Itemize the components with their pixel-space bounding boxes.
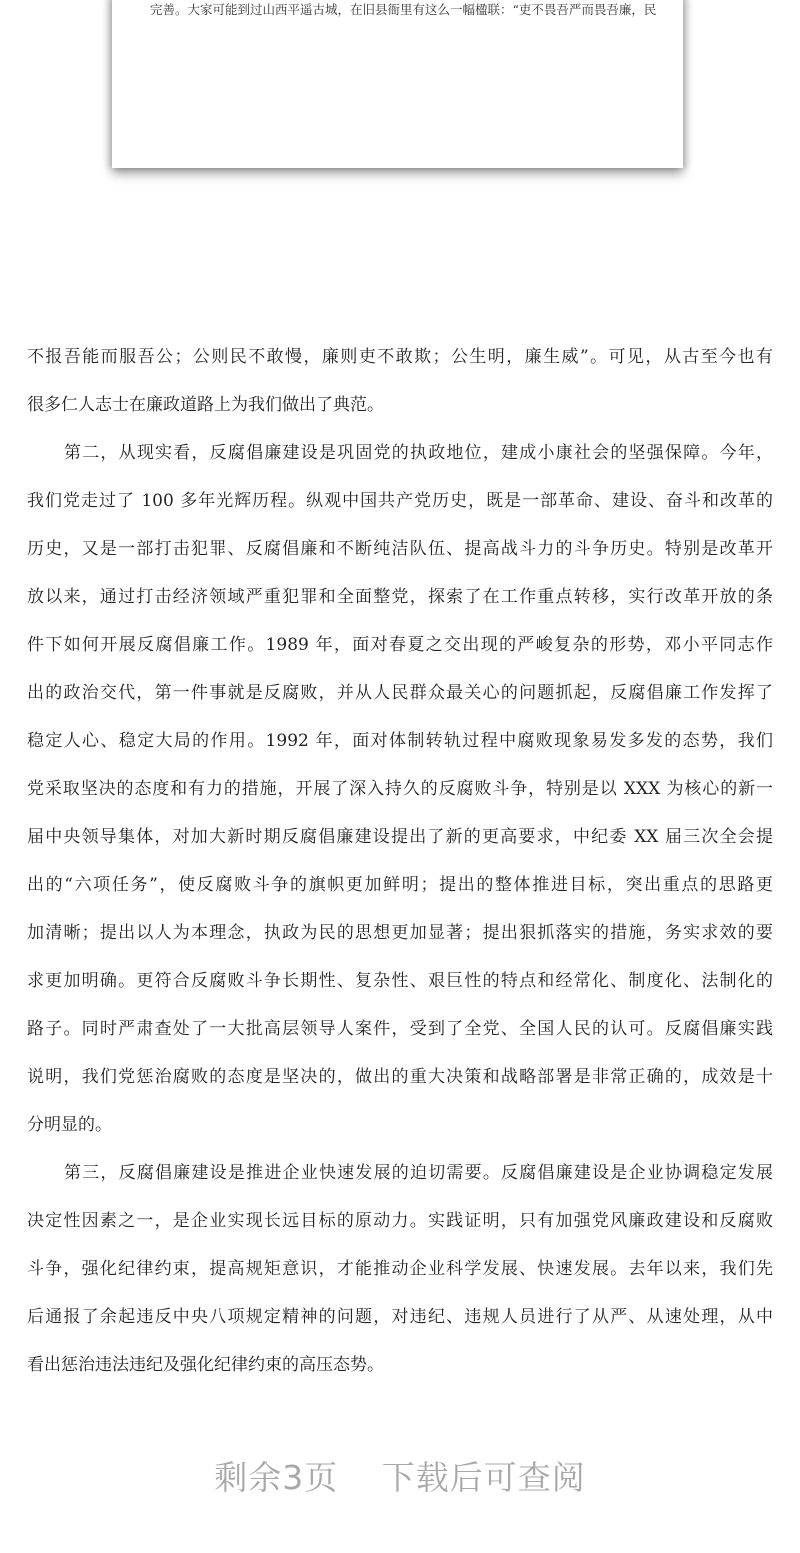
- body-text-line: 稳定人心、稳定大局的作用。1992 年，面对体制转轨过程中腐败现象易发多发的态势，我们: [27, 731, 773, 751]
- download-prompt-banner[interactable]: [0, 1452, 800, 1499]
- body-text-line: 求更加明确。更符合反腐败斗争长期性、复杂性、艰巨性的特点和经常化、制度化、法制化的: [27, 971, 773, 991]
- body-text-line: 斗争，强化纪律约束，提高规矩意识，才能推动企业科学发展、快速发展。去年以来，我们先: [27, 1259, 773, 1279]
- remaining-pages-label: 剩余3页: [214, 1458, 339, 1497]
- body-text-line: 放以来，通过打击经济领域严重犯罪和全面整党，探索了在工作重点转移，实行改革开放的条: [27, 587, 773, 607]
- body-text-line: 我们党走过了 100 多年光辉历程。纵观中国共产党历史，既是一部革命、建设、奋斗和改革的: [27, 491, 773, 511]
- body-text-line: 件下如何开展反腐倡廉工作。1989 年，面对春夏之交出现的严峻复杂的形势，邓小平同志作: [27, 635, 773, 655]
- body-text-line: 届中央领导集体，对加大新时期反腐倡廉建设提出了新的更高要求，中纪委 XX 届三次全会提: [27, 827, 773, 847]
- body-text-line: 后通报了余起违反中央八项规定精神的问题，对违纪、违规人员进行了从严、从速处理，从中: [27, 1307, 773, 1327]
- body-text-line: 分明显的。: [27, 1115, 112, 1135]
- body-text-line: 第三，反腐倡廉建设是推进企业快速发展的迫切需要。反腐倡廉建设是企业协调稳定发展: [64, 1163, 773, 1183]
- body-text-line: 不报吾能而服吾公；公则民不敢慢，廉则吏不敢欺；公生明，廉生威”。可见，从古至今也有: [27, 347, 773, 367]
- body-text-line: 很多仁人志士在廉政道路上为我们做出了典范。: [27, 395, 384, 415]
- download-to-view-label[interactable]: 下载后可查阅: [381, 1458, 586, 1497]
- body-text-line: 加清晰；提出以人为本理念，执政为民的思想更加显著；提出狠抓落实的措施，务实求效的要: [27, 923, 773, 943]
- body-text-line: 路子。同时严肃查处了一大批高层领导人案件，受到了全党、全国人民的认可。反腐倡廉实践: [27, 1019, 773, 1039]
- body-text-line: 决定性因素之一，是企业实现长远目标的原动力。实践证明，只有加强党风廉政建设和反腐败: [27, 1211, 773, 1231]
- body-text-line: 说明，我们党惩治腐败的态度是坚决的，做出的重大决策和战略部署是非常正确的，成效是十: [27, 1067, 773, 1087]
- body-text-line: 出的“六项任务”，使反腐败斗争的旗帜更加鲜明；提出的整体推进目标，突出重点的思路更: [27, 875, 773, 895]
- body-text-line: 历史，又是一部打击犯罪、反腐倡廉和不断纯洁队伍、提高战斗力的斗争历史。特别是改革开: [27, 539, 773, 559]
- preview-text-line: 完善。大家可能到过山西平遥古城，在旧县衙里有这么一幅楹联：“吏不畏吾严而畏吾廉，民: [150, 2, 657, 17]
- body-text-line: 党采取坚决的态度和有力的措施，开展了深入持久的反腐败斗争，特别是以 XXX 为核心的新一: [27, 779, 773, 799]
- body-text-line: 第二，从现实看，反腐倡廉建设是巩固党的执政地位，建成小康社会的坚强保障。今年，: [64, 443, 773, 463]
- body-text-line: 出的政治交代，第一件事就是反腐败，并从人民群众最关心的问题抓起，反腐倡廉工作发挥了: [27, 683, 773, 703]
- body-text-line: 看出惩治违法违纪及强化纪律约束的高压态势。: [27, 1355, 384, 1375]
- document-preview-card: [112, 0, 683, 168]
